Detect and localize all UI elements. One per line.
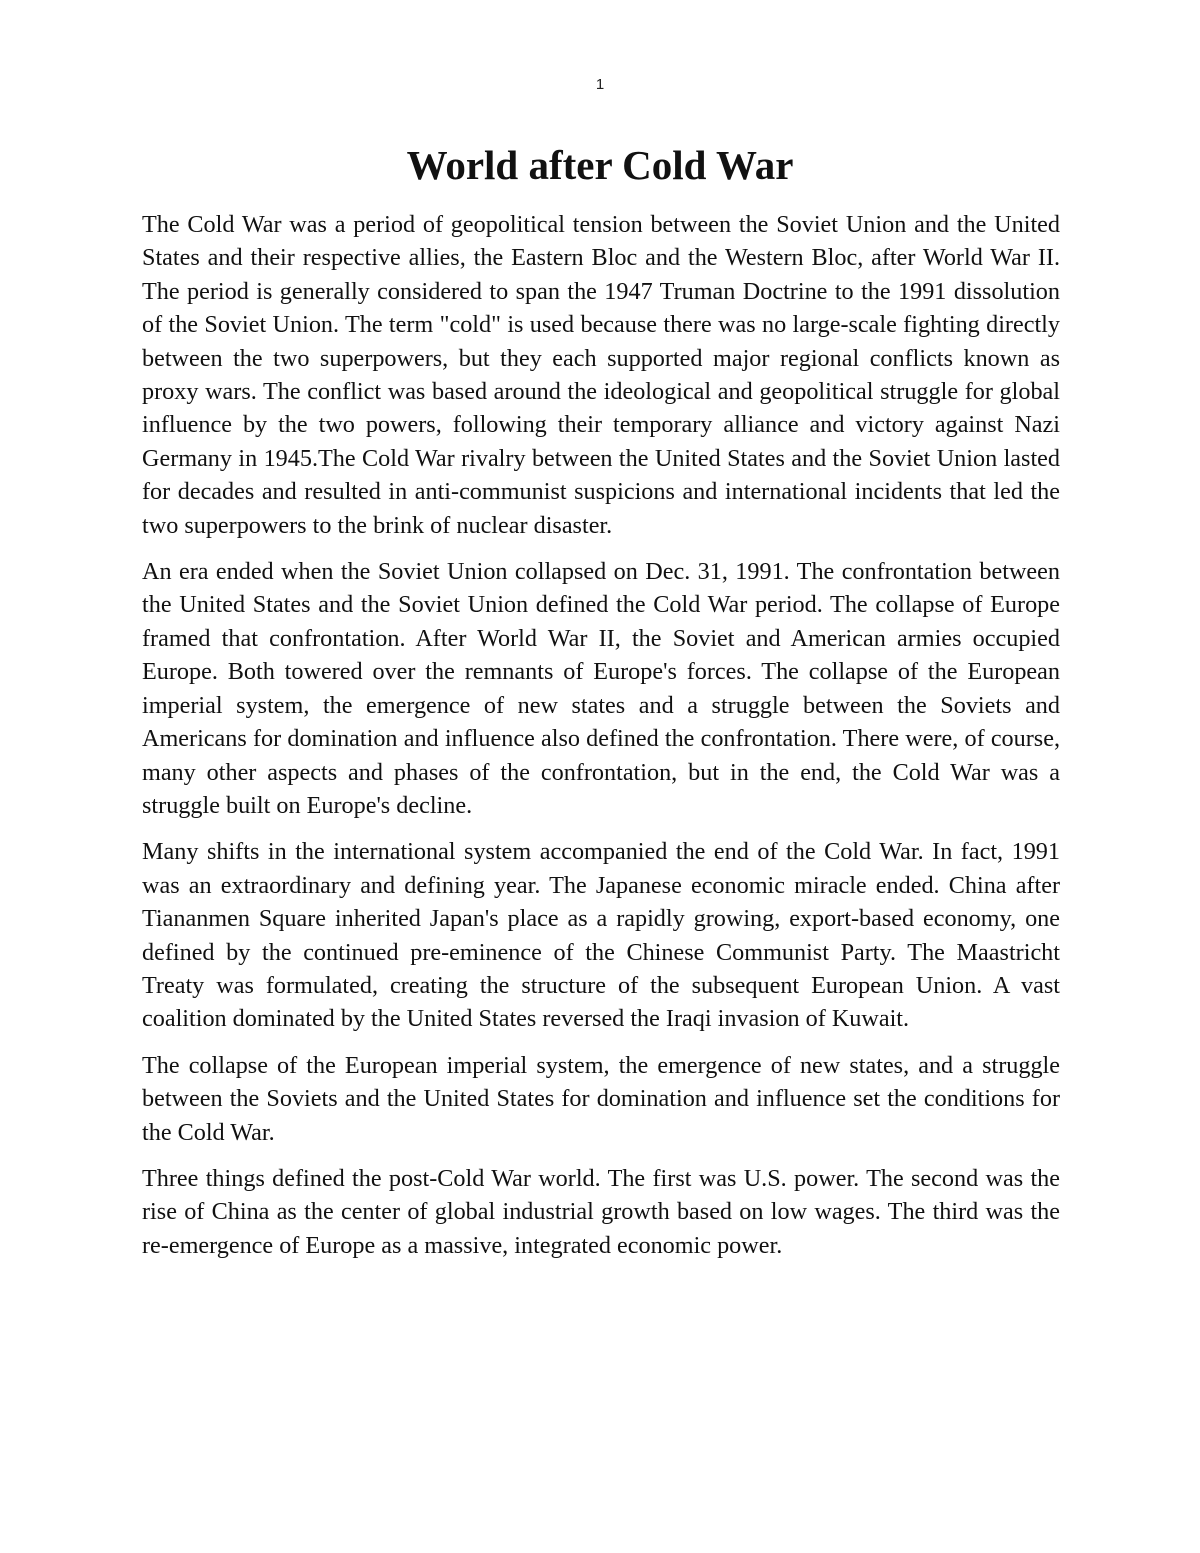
paragraph-post-cold-war-world: Three things defined the post-Cold War world. The first was U.S. power. The second was the rise of China as the center of global industrial growth based on low wages. The third was the re-emergence of Europe as a massive, integrated economic power. bbox=[142, 1164, 1060, 1259]
paragraph-cold-war-definition: The Cold War was a period of geopolitical tension between the Soviet Union and the United States and their respective allies, the Eastern Bloc and the Western Bloc, after World War II. The period is generally considered to span the 1947 Truman Doctrine to the 1991 dissolution of the Soviet Union. The term "cold" is used because there was no large-scale fighting directly between the two superpowers, but they each supported major regional conflicts known as proxy wars. The conflict was based around the ideological and geopolitical struggle for global influence by the two powers, following their temporary alliance and victory against Nazi Germany in 1945.The Cold War rivalry between the United States and the Soviet Union lasted for decades and resulted in anti-communist suspicions and international incidents that led the two superpowers to the brink of nuclear disaster. bbox=[142, 211, 1060, 539]
page-number: 1 bbox=[595, 76, 605, 93]
document-body bbox=[142, 208, 1060, 1275]
paragraph-era-ended: An era ended when the Soviet Union collapsed on Dec. 31, 1991. The confrontation between the United States and the Soviet Union defined the Cold War period. The collapse of Europe framed that confrontation. After World War II, the Soviet and American armies occupied Europe. Both towered over the remnants of Europe's forces. The collapse of the European imperial system, the emergence of new states and a struggle between the Soviets and Americans for domination and influence also defined the confrontation. There were, of course, many other aspects and phases of the confrontation, but in the end, the Cold War was a struggle built on Europe's decline. bbox=[142, 558, 1060, 819]
document-title: World after Cold War bbox=[406, 142, 794, 188]
paragraph-conditions: The collapse of the European imperial system, the emergence of new states, and a struggle between the Soviets and the United States for domination and influence set the conditions for the Cold War. bbox=[142, 1051, 1060, 1146]
paragraph-international-shifts: Many shifts in the international system accompanied the end of the Cold War. In fact, 1991 was an extraordinary and defining year. The Japanese economic miracle ended. China after Tiananmen Square inherited Japan's place as a rapidly growing, export-based economy, one defined by the continued pre-eminence of the Chinese Communist Party. The Maastricht Treaty was formulated, creating the structure of the subsequent European Union. A vast coalition dominated by the United States reversed the Iraqi invasion of Kuwait. bbox=[142, 838, 1060, 1033]
